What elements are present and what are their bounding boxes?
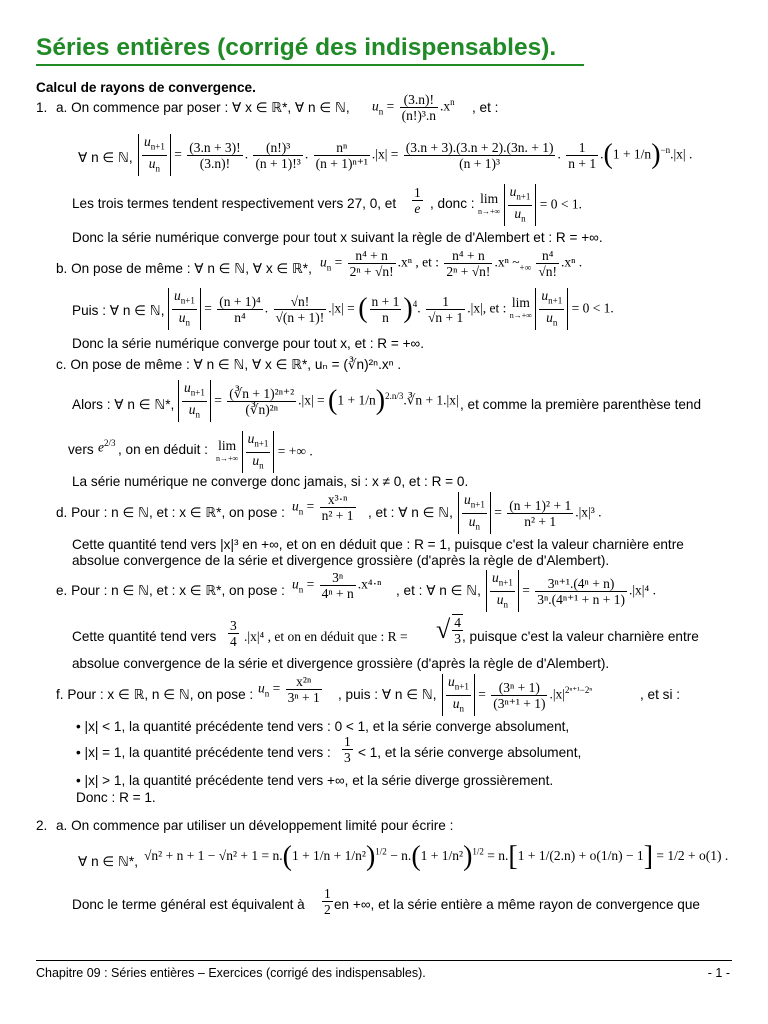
q1e-text1a: Cette quantité tend vers [72,629,217,644]
q1a-f5-num: 1 [566,140,598,156]
q1c-e-power [98,438,116,456]
q2a-exp1: 1/2 [375,846,387,857]
q1c-deduit: , on en déduit : [118,442,208,457]
q1c-alors: Alors : ∀ n ∈ ℕ*, [72,397,175,412]
q1a-limit: lim n→+∞ $\frac{u_{n+1}}{u_n}$ = 0 < 1. [478,184,582,226]
q1e-text2: absolue convergence de la série et divergence grossière (d'après la règle de d'Alembert). [72,656,610,671]
q1e-un-tail: .x⁴·ⁿ [357,576,382,592]
q1f-bullet3: • |x| > 1, la quantité précédente tend vers +∞, et la série diverge grossièrement. [76,773,554,788]
q1e-text1b: .|x|⁴ , et on en déduit que : R = [244,629,408,644]
q1f-end: , et si : [640,687,681,702]
q1c-f1-num: (∛n + 1)²ⁿ⁺² [229,385,295,401]
q1a-lim-res: = 0 < 1. [539,196,583,212]
q1a-conclusion: Donc la série numérique converge pour tout x suivant la règle de d'Alembert et : R = +∞. [72,230,603,245]
q1b-un-tail: .xⁿ , et : [397,254,440,270]
q1b-un-def: $u_n$ = $\frac{\text{n⁴ + n}}{\text{2ⁿ + √n!}}$ .xⁿ , et : $\frac{\text{n⁴ + n}}{\text{2ⁿ + √n!}}$ .xⁿ $\sim_{+\infty}$ $\frac{\text{n⁴}}{√n!}$ .xⁿ . [320,248,583,279]
q1c-ratio-formula: $\frac{u_{n+1}}{u_n}$ = $\frac{\text{(∛n + 1)²ⁿ⁺²}}{\text{(∛n)²ⁿ}}$ $.|x| = (1 + 1/n)^{2.n/3}.∛n + 1.|x|$ [178,380,459,422]
q1a-f4-num: (3.n + 3).(3.n + 2).(3n. + 1) [405,139,554,155]
q1e-intro: e. Pour : n ∈ ℕ, et : x ∈ ℝ*, on pose : [56,583,285,598]
q1d-tail: .|x|³ . [575,504,602,520]
q1c-e: e [98,439,104,455]
q1a-line3: Les trois termes tendent respectivement vers 27, 0, et [72,196,397,211]
q1b-tail: .|x|, et : [467,300,507,316]
q2a-p2: 1 + 1/n² [420,848,464,864]
q1f-un-def: $u_n$ = $\frac{\text{x²ⁿ}}{\text{3ⁿ + 1}}$ [258,674,320,705]
page-title: Séries entières (corrigé des indispensables). [36,34,557,61]
q1f-b2-num: 1 [344,734,351,749]
q1b-f2-den: √(n + 1)! [275,309,325,325]
q1a-un-def: $u_n$ = $\frac{(3.n)!}{\text{(n!)³.n}}$ $.x^n$ [372,92,455,123]
q1e-frac [226,618,241,649]
q1f-tail: .|x| [549,686,566,702]
q1a-forall: ∀ n ∈ ℕ, [78,150,133,165]
q2a-expr1: √n² + n + 1 − √n² + 1 = n. [144,848,283,864]
q1d-un-num: x³·ⁿ [320,492,356,508]
q2a-eq: = n. [487,848,509,864]
q1f-b2-frac [340,734,355,765]
q1d-text1: Cette quantité tend vers |x|³ en +∞, et on en déduit que : R = 1, puisque c'est la valeur charnière entre [72,537,684,552]
q1c-rest: , et comme la première parenthèse tend [460,397,702,412]
q1b-intro: b. On pose de même : ∀ n ∈ ℕ, ∀ x ∈ ℝ*, [56,261,312,276]
q1f-b3-text: |x| > 1, la quantité précédente tend vers +∞, et la série diverge grossièrement. [84,773,554,788]
q2a-concl-b: en +∞, et la série entière a même rayon de convergence que [334,897,700,912]
q1a-paren: 1 + 1/n [612,146,652,162]
q1b-f1-num: (n + 1)⁴ [219,293,261,309]
q1b-un-num: n⁴ + n [348,248,396,264]
q1e-tail: .|x|⁴ . [628,582,656,598]
q1e-root-num: 4 [454,615,462,630]
q2a-forall: ∀ n ∈ ℕ*, [78,854,138,869]
q1e-un-num: 3ⁿ [320,570,356,586]
q1f-un-num: x²ⁿ [286,674,322,690]
q1c-limit: lim n→+∞ $\frac{u_{n+1}}{u_n}$ = +∞ . [216,431,313,473]
q1a-lim-sub: n→+∞ [478,207,501,217]
q1a-un-num: (3.n)! [400,92,438,108]
q1d-intro: d. Pour : n ∈ ℕ, et : x ∈ ℝ*, on pose : [56,505,285,520]
q1c-mid: .|x| = [298,392,325,408]
q2a-concl-a: Donc le terme général est équivalent à [72,897,305,912]
q2a-intro: a. On commence par utiliser un développement limité pour écrire : [56,818,454,833]
q1f-ratio-formula: $\frac{u_{n+1}}{u_n}$ = $\frac{\text{(3ⁿ + 1)}}{\text{(3ⁿ⁺¹ + 1)}}$ $.|x|^{2^{n+1}-2^n}$ [442,674,592,716]
q1c-intro: c. On pose de même : ∀ n ∈ ℕ, ∀ x ∈ ℝ*, uₙ = (∛n)²ⁿ.xⁿ . [56,357,402,372]
q1f-b2a-text: |x| = 1, la quantité précédente tend vers : [84,745,331,760]
q1f-bullet1: • |x| < 1, la quantité précédente tend vers : 0 < 1, et la série converge absolument, [76,719,570,734]
q1f-f-num: (3ⁿ + 1) [491,680,547,696]
q1c-conclusion: La série numérique ne converge donc jamais, si : x ≠ 0, et : R = 0. [72,474,469,489]
q1b-un-den: 2ⁿ + √n! [349,264,394,279]
q1a-e-num: 1 [414,185,421,200]
q1a-e-den: e [414,201,421,216]
q1a-f4-den: (n + 1)³ [459,155,501,171]
q1e-f-den: 3ⁿ.(4ⁿ⁺¹ + n + 1) [537,591,625,607]
q1a-ratio-formula: $\frac{u_{n+1}}{u_n}$ = $\frac{(3.n + 3)!}{(3.n)!}$ . $\frac{\text{(n!)³}}{\text{(n + 1)!³}}$ . $\frac{\text{nⁿ}}{\text{(n + 1)ⁿ⁺¹}}$ .|x| = $\frac{(3.n + 3).(3.n + 2).(3n. + 1)}{\text{(n + 1)³}}$ . $\frac{1}{n + 1}$ $.(1 + 1/n)^{-n}.|x|$ . [138,134,692,176]
q1b-p-num: n + 1 [371,293,400,309]
q1c-vers: vers [68,442,94,457]
q1f-donc: Donc : R = 1. [76,790,156,805]
q1b-x: .|x| = [328,300,355,316]
q1f-b2-den: 3 [344,750,351,765]
q1d-un-den: n² + 1 [321,508,354,523]
q1c-tail: .∛n + 1.|x| [403,392,459,408]
q1f-mid: , puis : ∀ n ∈ ℕ, [338,687,437,702]
q1e-mid: , et : ∀ n ∈ ℕ, [396,583,481,598]
q1-number: 1. [36,100,48,115]
q1a-lim-word: lim [480,191,499,207]
q1b-conclusion: Donc la série numérique converge pour tout x, et : R = +∞. [72,336,424,351]
footer-chapter: Chapitre 09 : Séries entières – Exercices (corrigé des indispensables). [36,966,426,980]
q1b-f1-den: n⁴ [234,309,246,325]
q1f-b1-text: |x| < 1, la quantité précédente tend vers : 0 < 1, et la série converge absolument, [84,719,570,734]
q1b-eq2-num: n⁴ [536,248,559,264]
q1e-f-num: 3ⁿ⁺¹.(4ⁿ + n) [535,576,627,592]
q1b-f3-num: 1 [426,294,465,310]
q1b-puis: Puis : ∀ n ∈ ℕ, [72,303,165,318]
q2a-p1: 1 + 1/n + 1/n² [291,848,366,864]
q1e-un-def: $u_n$ = $\frac{\text{3ⁿ}}{\text{4ⁿ + n}}$ .x⁴·ⁿ [292,570,382,601]
q2-number: 2. [36,818,48,833]
footer-rule [36,960,732,961]
q1b-f2-num: √n! [274,294,327,310]
q1b-p-den: n [382,309,389,325]
q2a-minus: − n. [390,848,412,864]
q1d-f-num: (n + 1)² + 1 [509,497,572,513]
section-heading: Calcul de rayons de convergence. [36,80,256,95]
q1a-intro: a. On commence par poser : ∀ x ∈ ℝ*, ∀ n ∈ ℕ, [56,100,350,115]
q1a-un-tail: .x [440,98,451,114]
q1b-eq2-den: √n! [538,264,558,279]
q2a-res: = 1/2 + o(1) . [656,848,729,864]
q1d-f-den: n² + 1 [524,513,557,529]
q1a-f1-den: (3.n)! [199,155,231,171]
q1f-intro: f. Pour : x ∈ ℝ, n ∈ ℕ, on pose : [56,687,254,702]
q2a-bracket: 1 + 1/(2.n) + o(1/n) − 1 [517,848,644,864]
q2a-half [320,886,335,917]
q1a-f3-num: nⁿ [314,140,370,156]
q1e-root-den: 3 [454,631,462,646]
footer-page-number: - 1 - [707,966,730,980]
q1a-f2-num: (n!)³ [253,140,302,156]
q1b-eq2-tail: .xⁿ . [561,254,583,270]
q1d-mid: , et : ∀ n ∈ ℕ, [368,505,453,520]
q1e-un-den: 4ⁿ + n [321,586,354,601]
q1f-un-den: 3ⁿ + 1 [287,690,320,705]
q1c-exp: 2.n/3 [385,390,404,401]
q1d-ratio-formula: $\frac{u_{n+1}}{u_n}$ = $\frac{\text{(n + 1)² + 1}}{\text{n² + 1}}$ .|x|³ . [458,492,602,534]
q1e-text1c: , puisque c'est la valeur charnière entre [462,629,699,644]
q1c-f1-den: (∛n)²ⁿ [245,401,278,417]
q1f-tail-exp: 2ⁿ⁺¹−2ⁿ [565,684,593,695]
title-underline [36,64,584,66]
q1c-paren: 1 + 1/n [337,392,376,408]
q1a-f1-num: (3.n + 3)! [189,139,241,155]
q1c-e-exp: 2/3 [104,438,116,448]
q1a-f3-den: (n + 1)ⁿ⁺¹ [315,155,368,171]
q1d-un-def: $u_n$ = $\frac{\text{x³·ⁿ}}{\text{n² + 1}}$ [292,492,354,523]
q1a-f2-den: (n + 1)!³ [255,155,301,171]
q2a-half-den: 2 [324,902,331,917]
q1a-f5-den: n + 1 [568,155,597,171]
q1f-b2b: < 1, et la série converge absolument, [358,745,582,760]
q1a-donc: , donc : [430,196,475,211]
q1e-frac-num: 3 [230,618,237,633]
q2a-exp2: 1/2 [472,846,484,857]
q1b-eq-sub: +∞ [519,262,531,273]
q1a-exp: −n [660,144,671,155]
q1b-f3-den: √n + 1 [427,309,464,325]
q1b-ratio-formula: $\frac{u_{n+1}}{u_n}$ = $\frac{\text{(n + 1)⁴}}{\text{n⁴}}$ . $\frac{√n!}{√(n + 1)!}$ .|x| = ( $\frac{n + 1}{n}$ )$^4$. $\frac{1}{√n + 1}$ .|x|, et : lim n→+∞ $\frac{u_{n+1}}{u_n}$ = 0 < 1. [168,288,614,330]
q2a-expansion: $√n^2 + n + 1 - √n^2 + 1 = n.(1 + 1/n + 1/n^2)^{1/2} - n.(1 + 1/n^2)^{1/2} = n.[1 + 1/(2.n) + o(1/n) - 1] = 1/2 + o(1)$ . [144,841,729,872]
q1c-lim-res: = +∞ . [277,443,313,459]
q1a-un-den: (n!)³.n [401,108,437,123]
q1e-ratio-formula: $\frac{u_{n+1}}{u_n}$ = $\frac{\text{3ⁿ⁺¹.(4ⁿ + n)}}{\text{3ⁿ.(4ⁿ⁺¹ + n + 1)}}$ .|x|⁴ . [486,570,656,612]
q1f-bullet2: • |x| = 1, la quantité précédente tend vers : [76,745,331,760]
q2a-half-num: 1 [324,886,331,901]
q1e-frac-den: 4 [230,634,237,649]
q1b-eq-den: 2ⁿ + √n! [446,264,491,279]
q1a-un-end: , et : [472,100,499,115]
q1b-lim-res: = 0 < 1. [571,300,614,316]
q1a-e-frac [410,185,425,216]
q1e-root: √ $\frac{4}{3}$ [436,615,462,646]
q1f-f-den: (3ⁿ⁺¹ + 1) [493,695,546,711]
q1d-text2: absolue convergence de la série et divergence grossière (d'après la règle de d'Alembert). [72,553,610,568]
q1b-eq-num: n⁴ + n [444,248,492,264]
q1a-x: |x| [375,146,388,162]
q1b-eq-tail: .xⁿ ~ [494,254,520,270]
